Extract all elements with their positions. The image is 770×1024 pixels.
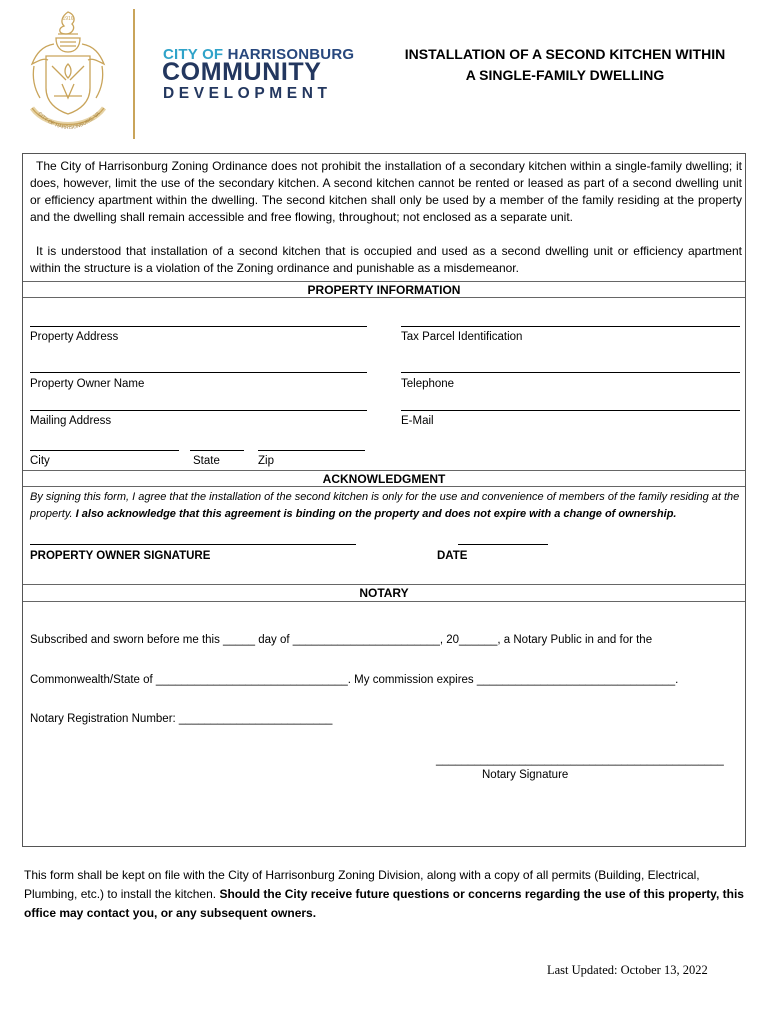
notary-heading: NOTARY [23, 584, 745, 602]
date-field[interactable] [458, 544, 548, 545]
owner-name-label: Property Owner Name [30, 378, 145, 390]
notary-line-3[interactable]: Notary Registration Number: ________________________ [30, 713, 333, 725]
state-field[interactable] [190, 450, 244, 451]
owner-signature-label: PROPERTY OWNER SIGNATURE [30, 550, 211, 562]
city-seal-logo [22, 8, 114, 140]
mailing-address-field[interactable] [30, 410, 367, 411]
date-label: DATE [437, 550, 468, 562]
property-info-heading: PROPERTY INFORMATION [23, 281, 745, 298]
last-updated: Last Updated: October 13, 2022 [547, 963, 708, 977]
tax-parcel-label: Tax Parcel Identification [401, 331, 523, 343]
email-label: E-Mail [401, 415, 434, 427]
notary-signature-field[interactable]: _____________________________________________ [436, 754, 724, 766]
logo-development: DEVELOPMENT [163, 85, 332, 102]
acknowledgment-text-part1: By signing this form, I agree that the installation of the second kitchen is only for the use and convenience of members of the family residing at the property. [30, 491, 740, 520]
seal-text: CITY OF HARRISONBURG, VA [36, 110, 102, 132]
property-address-field[interactable] [30, 326, 367, 327]
acknowledgment-text [30, 489, 742, 523]
mailing-address-label: Mailing Address [30, 415, 112, 427]
telephone-label: Telephone [401, 378, 455, 390]
notary-line-1[interactable]: Subscribed and sworn before me this _____ day of _______________________, 20______, a Notary Public in and for the [30, 634, 653, 646]
footer-note-part2: Should the City receive future questions or concerns regarding the use of this property, this office may contact you, or any subsequent owners. [24, 887, 744, 920]
zip-label: Zip [258, 455, 274, 467]
telephone-field[interactable] [401, 372, 740, 373]
city-label: City [30, 455, 50, 467]
tax-parcel-field[interactable] [401, 326, 740, 327]
zip-field[interactable] [258, 450, 365, 451]
email-field[interactable] [401, 410, 740, 411]
document-title-line2: A SINGLE-FAMILY DWELLING [465, 67, 665, 83]
notary-line-2[interactable]: Commonwealth/State of ______________________________. My commission expires _______________________________. [30, 674, 679, 686]
acknowledgment-heading: ACKNOWLEDGMENT [23, 470, 745, 487]
seal-year: 1916 [62, 16, 74, 22]
city-field[interactable] [30, 450, 179, 451]
property-address-label: Property Address [30, 331, 119, 343]
intro-paragraph-1: The City of Harrisonburg Zoning Ordinance does not prohibit the installation of a secondary kitchen within a single-family dwelling; it does, however, limit the use of the secondary kitchen. A second kitchen cannot be rented or leased as part of a second dwelling unit or efficiency apartment within the dwelling. The second kitchen shall only be used by a member of the family residing at the property and the dwelling shall remain accessible and free flowing, throughout; not enclosed as a separate unit. [30, 159, 742, 224]
owner-signature-field[interactable] [30, 544, 356, 545]
state-label: State [193, 455, 220, 467]
acknowledgment-text-part2: I also acknowledge that this agreement is binding on the property and does not expire with a change of ownership. [75, 508, 677, 520]
logo-city: HARRISONBURG [227, 46, 355, 63]
intro-paragraph-2: It is understood that installation of a second kitchen that is occupied and used as a second dwelling unit or efficiency apartment within the structure is a violation of the Zoning ordinance and punishable as a misdemeanor. [30, 244, 742, 275]
logo-community: COMMUNITY [162, 58, 322, 86]
header-divider [133, 9, 135, 139]
notary-signature-label: Notary Signature [482, 769, 569, 781]
document-title-line1: INSTALLATION OF A SECOND KITCHEN WITHIN [404, 46, 726, 62]
footer-note-part1: This form shall be kept on file with the City of Harrisonburg Zoning Division, along with a copy of all permits (Building, Electrical, Plumbing, etc.) to install the kitchen. [24, 868, 700, 901]
owner-name-field[interactable] [30, 372, 367, 373]
footer-note [24, 866, 744, 923]
logo-prefix: CITY OF [163, 46, 224, 63]
